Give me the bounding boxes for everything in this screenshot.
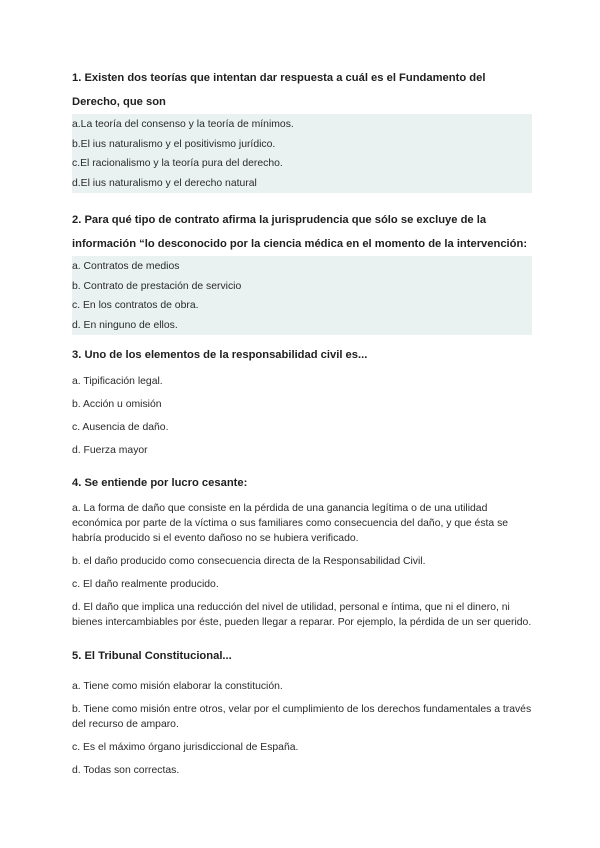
options-list bbox=[72, 256, 532, 335]
option-d: d. En ninguno de ellos. bbox=[72, 319, 178, 331]
options-list bbox=[72, 114, 532, 193]
option-b: b. Contrato de prestación de servicio bbox=[72, 280, 242, 292]
option-a: a.La teoría del consenso y la teoría de mínimos. bbox=[72, 119, 294, 130]
question-5 bbox=[72, 644, 532, 778]
question-3 bbox=[72, 343, 532, 458]
options-list bbox=[72, 678, 532, 778]
option-d: d. Todas son correctas. bbox=[72, 765, 180, 776]
option-b: b. el daño producido como consecuencia directa de la Responsabilidad Civil. bbox=[72, 556, 426, 567]
question-title: 2. Para qué tipo de contrato afirma la jurisprudencia que sólo se excluye de la información “lo desconocido por la ciencia médica en el momento de la intervención: bbox=[72, 214, 528, 250]
question-title: 3. Uno de los elementos de la responsabilidad civil es... bbox=[72, 349, 368, 361]
options-list bbox=[72, 500, 532, 630]
question-title: 4. Se entiende por lucro cesante: bbox=[72, 477, 248, 489]
question-title: 1. Existen dos teorías que intentan dar respuesta a cuál es el Fundamento del Derecho, que son bbox=[72, 72, 486, 108]
option-b: b.El ius naturalismo y el positivismo jurídico. bbox=[72, 138, 276, 150]
option-c: c. Ausencia de daño. bbox=[72, 422, 169, 433]
option-b: b. Tiene como misión entre otros, velar por el cumplimiento de los derechos fundamentales a través del recurso de amparo. bbox=[72, 704, 532, 730]
option-a: a. Contratos de medios bbox=[72, 261, 180, 272]
option-d: d. El daño que implica una reducción del nivel de utilidad, personal e íntima, que ni el dinero, ni bienes intercambiables por éste, pueden llegar a reparar. Por ejemplo, la pérdida de un ser querido. bbox=[72, 602, 532, 628]
option-d: d.El ius naturalismo y el derecho natural bbox=[72, 177, 257, 189]
option-c: c. En los contratos de obra. bbox=[72, 300, 199, 311]
option-a: a. Tipificación legal. bbox=[72, 376, 163, 387]
question-4 bbox=[72, 471, 532, 630]
option-a: a. La forma de daño que consiste en la pérdida de una ganancia legítima o de una utilidad económica por parte de la víctima o sus familiares como consecuencia del daño, y que ésta se habría producido si el evento dañoso no se hubiera verificado. bbox=[72, 503, 509, 544]
question-2 bbox=[72, 208, 532, 335]
option-d: d. Fuerza mayor bbox=[72, 445, 148, 456]
option-c: c. El daño realmente producido. bbox=[72, 579, 219, 590]
option-a: a. Tiene como misión elaborar la constitución. bbox=[72, 681, 283, 692]
exam-page bbox=[72, 66, 532, 786]
question-title: 5. El Tribunal Constitucional... bbox=[72, 650, 232, 662]
question-1 bbox=[72, 66, 532, 193]
option-c: c.El racionalismo y la teoría pura del derecho. bbox=[72, 158, 283, 169]
option-b: b. Acción u omisión bbox=[72, 399, 162, 410]
options-list bbox=[72, 373, 532, 458]
option-c: c. Es el máximo órgano jurisdiccional de España. bbox=[72, 742, 299, 753]
